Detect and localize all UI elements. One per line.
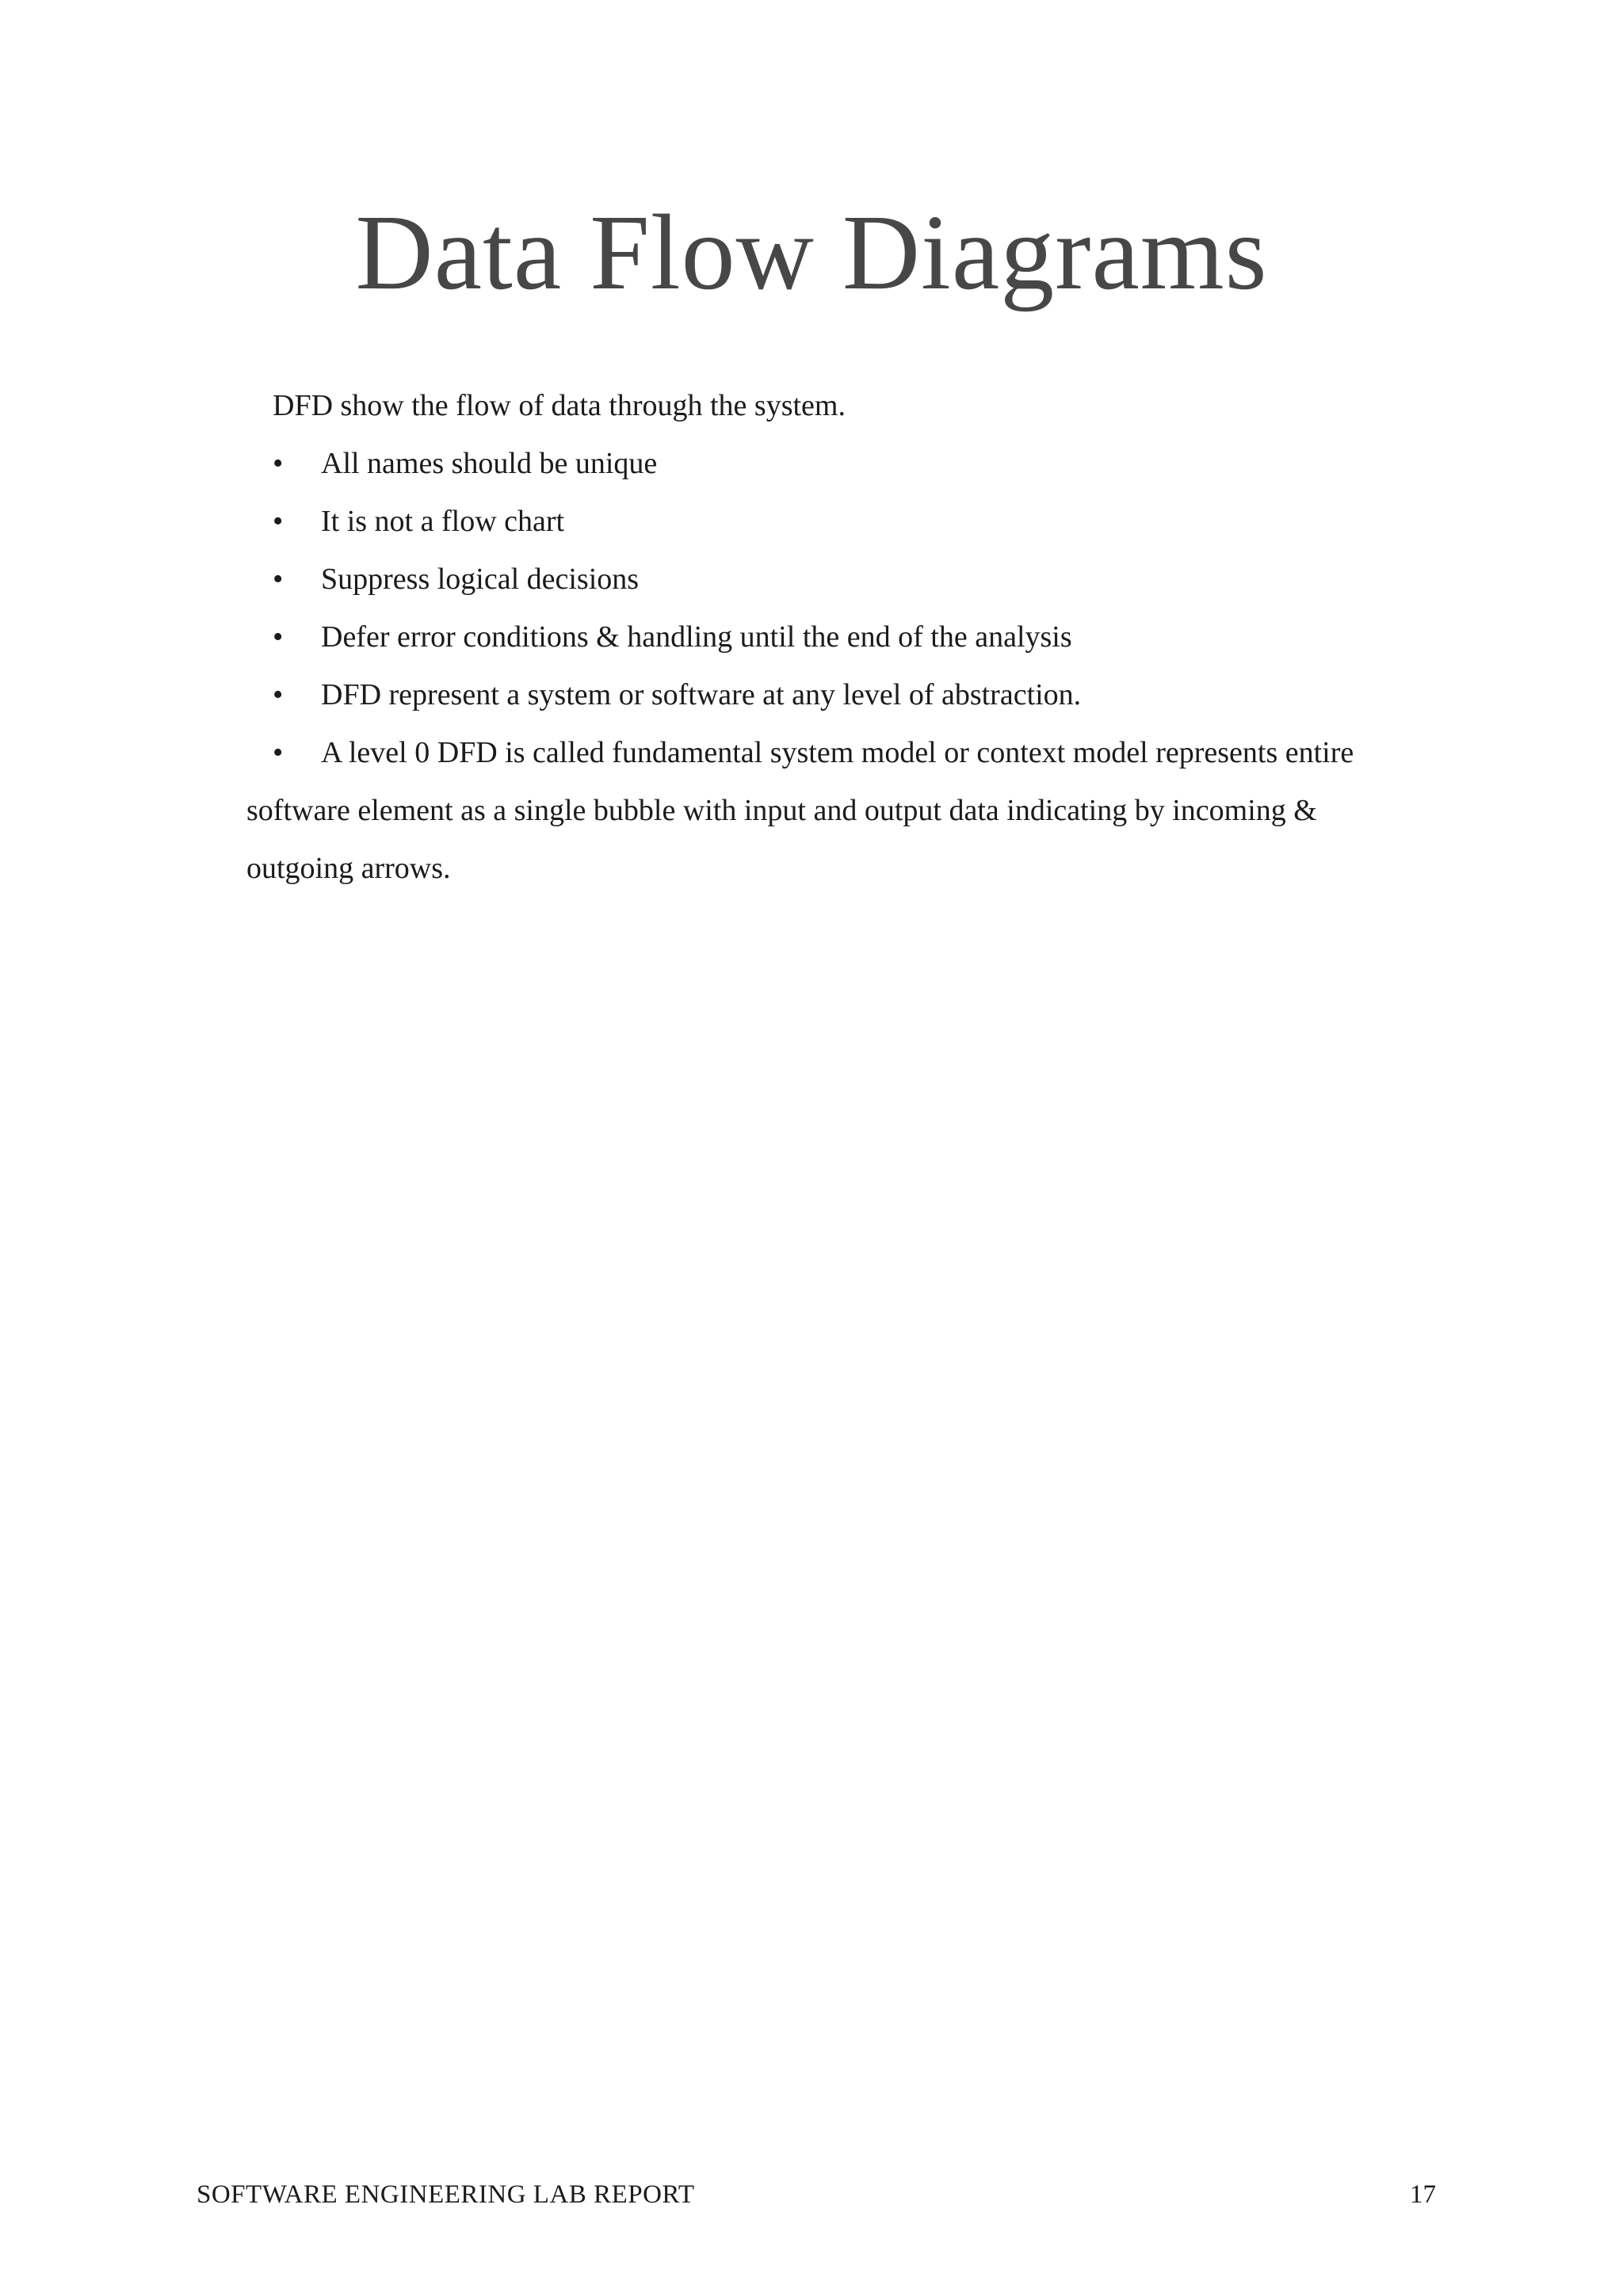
bullet-icon: • bbox=[273, 620, 284, 654]
bullet-icon: • bbox=[273, 447, 284, 480]
list-item bbox=[246, 608, 1380, 666]
list-item bbox=[246, 435, 1380, 493]
body-content bbox=[246, 377, 1380, 898]
bullet-icon: • bbox=[273, 736, 284, 769]
list-item-text: DFD represent a system or software at any level of abstraction. bbox=[321, 678, 1082, 711]
bullet-list bbox=[246, 435, 1380, 898]
list-item-text: A level 0 DFD is called fundamental system model or context model represents entire software element as a single bubble with input and output data indicating by incoming & outgoing arrows. bbox=[246, 736, 1354, 885]
list-item bbox=[246, 551, 1380, 608]
list-item-text: Defer error conditions & handling until the end of the analysis bbox=[321, 620, 1072, 654]
bullet-icon: • bbox=[273, 563, 284, 596]
list-item-text: Suppress logical decisions bbox=[321, 563, 640, 596]
list-item bbox=[246, 666, 1380, 724]
intro-paragraph: DFD show the flow of data through the system. bbox=[273, 389, 846, 422]
list-item-text: All names should be unique bbox=[321, 447, 658, 480]
footer-page-number: 17 bbox=[1410, 2180, 1436, 2209]
list-item-text: It is not a flow chart bbox=[321, 505, 565, 538]
bullet-icon: • bbox=[273, 505, 284, 538]
list-item bbox=[246, 724, 1380, 898]
page-title: Data Flow Diagrams bbox=[355, 193, 1268, 312]
bullet-icon: • bbox=[273, 678, 284, 711]
list-item bbox=[246, 493, 1380, 551]
footer-report-title: SOFTWARE ENGINEERING LAB REPORT bbox=[197, 2180, 695, 2209]
